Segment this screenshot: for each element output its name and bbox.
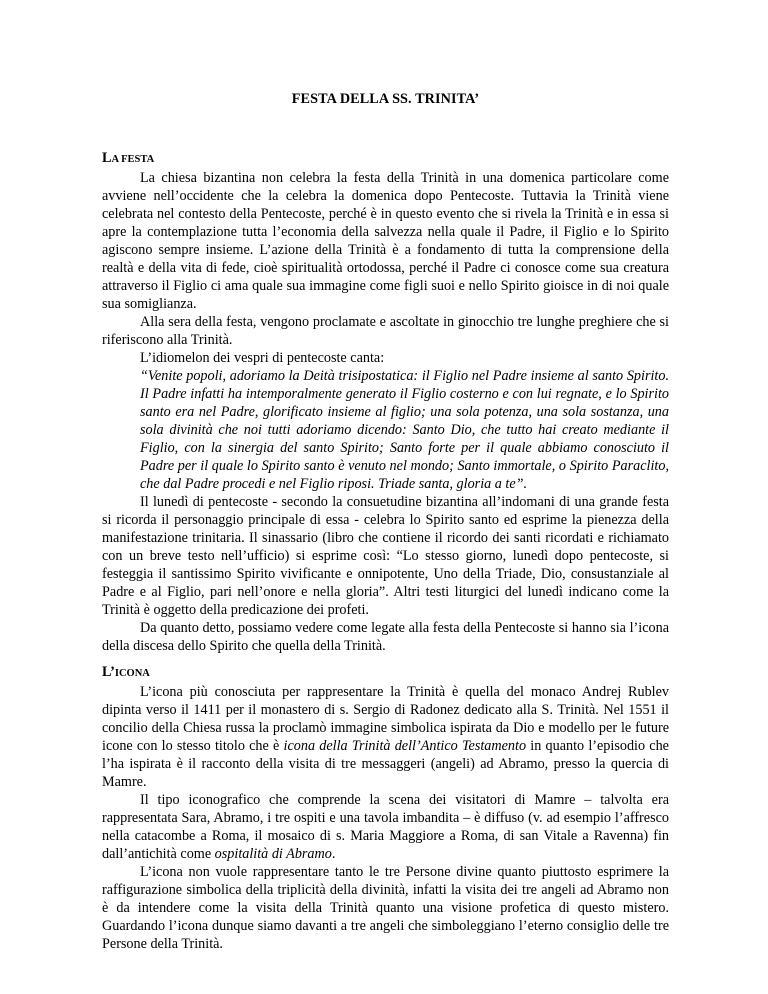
paragraph: Da quanto detto, possiamo vedere come legate alla festa della Pentecoste si hanno sia l’icona della discesa dello Spirito che quella della Trinità. [102, 620, 669, 654]
text-run: . [331, 846, 336, 862]
heading-rest: ICONA [114, 668, 150, 679]
section-l-icona [102, 663, 669, 953]
paragraph: La chiesa bizantina non celebra la festa della Trinità in una domenica particolare come avviene nell’occidente che la celebra la domenica dopo Pentecoste. Tuttavia la Trinità viene celebrata nel contesto della Pentecoste, perché è in questo evento che si rivela la Trinità e in essa si apre la contemplazione tutta l’economia della salvezza nella quale il Padre, il Figlio e lo Spirito agiscono sempre insieme. L’azione della Trinità è a fondamento di tutta la comprensione della realtà e della vita di fede, cioè spiritualità ortodossa, perché il Padre ci conosce come sua creatura attraverso il Figlio ci ama quale sua immagine come figli suoi e nello Spirito gioisce in di noi quale sua somiglianza. [102, 170, 669, 312]
paragraph: Il lunedì di pentecoste - secondo la consuetudine bizantina all’indomani di una grande festa si ricorda il personaggio principale di essa - celebra lo Spirito santo ed esprime la pienezza della manifestazione trinitaria. Il sinassario (libro che contiene il ricordo dei santi ricordati e richiamato con un breve testo nell’ufficio) si esprime così: “Lo stesso giorno, lunedì dopo pentecoste, si festeggia il santissimo Spirito vivificante e onnipotente, Uno della Triade, Dio, consustanziale al Padre e al Figlio, pari nell’onore e nella gloria”. Altri testi liturgici del lunedì indicano come la Trinità è oggetto della predicazione dei profeti. [102, 494, 669, 618]
paragraph: Alla sera della festa, vengono proclamate e ascoltate in ginocchio tre lunghe preghiere che si riferiscono alla Trinità. [102, 314, 669, 348]
section-heading [102, 663, 669, 683]
paragraph [102, 683, 669, 791]
text-run: Il tipo iconografico che comprende la scena dei visitatori di Mamre – talvolta era rappresentata Sara, Abramo, i tre ospiti e una tavola imbandita – è diffuso (v. ad esempio l’affresco nella catacombe a Roma, il mosaico di s. Maria Maggiore a Roma, di san Vitale a Ravenna) fin dall’antichità come [102, 792, 669, 862]
paragraph: L’icona non vuole rappresentare tanto le tre Persone divine quanto piuttosto esprimere la raffigurazione simbolica della triplicità della divinità, infatti la visita dei tre angeli ad Abramo non è da intendere come la visita della Trinità quanto una visione profetica di questo mistero. Guardando l’icona dunque siamo davanti a tre angeli che simboleggiano l’eterno consiglio delle tre Persone della Trinità. [102, 864, 669, 952]
text-run: in quanto l’episodio che l’ha ispirata è il racconto della visita di tre messaggeri (angeli) ad Abramo, presso la quercia di Mamre. [102, 738, 669, 790]
document-title: FESTA DELLA SS. TRINITA’ [291, 91, 480, 107]
paragraph [102, 791, 669, 863]
heading-rest: A FESTA [111, 154, 155, 165]
liturgical-quote: “Venite popoli, adoriamo la Deità trisipostatica: il Figlio nel Padre insieme al santo Spirito. Il Padre infatti ha intemporalmente generato il Figlio costerno e con lui regnate, e lo Spirito santo era nel Padre, glorificato insieme al figlio; una sola potenza, una sola sostanza, una sola divinità che noi tutti adoriamo dicendo: Santo Dio, che tutto hai creato mediante il Figlio, con la sinergia del santo Spirito; Santo forte per il quale abbiamo conosciuto il Padre per il quale lo Spirito santo è venuto nel mondo; Santo immortale, o Spirito Paraclito, che dal Padre procedi e nel Figlio riposi. Triade santa, gloria a te”. [140, 368, 669, 492]
heading-initial: L [102, 150, 112, 166]
section-la-festa [102, 149, 669, 655]
heading-initial: L’ [102, 664, 115, 680]
section-heading [102, 149, 669, 169]
italic-title: ospitalità di Abramo [214, 846, 332, 862]
italic-title: icona della Trinità dell’Antico Testamento [283, 738, 527, 754]
paragraph: L’idiomelon dei vespri di pentecoste canta: [140, 350, 385, 366]
text-run: L’icona più conosciuta per rappresentare la Trinità è quella del monaco Andrej Rublev dipinta verso il 1411 per il monastero di s. Sergio di Radonez dedicato alla S. Trinità. Nel 1551 il concilio della Chiesa russa la proclamò immagine simbolica ispirata da Dio e modello per le future icone con lo stesso titolo che è [102, 684, 669, 754]
